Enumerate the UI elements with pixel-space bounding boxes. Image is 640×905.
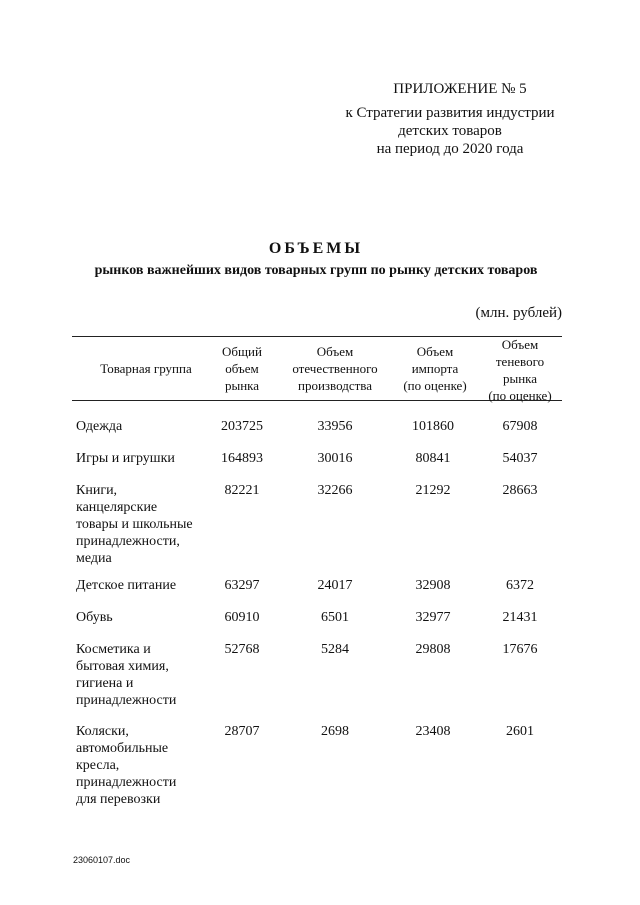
header-domestic-line: Объем [316,344,354,359]
cell-import: 101860 [412,419,454,434]
cell-import: 21292 [415,483,451,498]
row-name-line: принадлежности, [76,534,180,549]
appendix-title: ПРИЛОЖЕНИЕ № 5 [393,81,527,97]
row-name [76,609,226,626]
cell-total: 63297 [224,578,260,593]
cell-import: 32977 [415,610,451,625]
cell-import: 23408 [415,724,451,739]
row-name-line: Одежда [76,419,123,434]
header-domestic [280,343,390,394]
cell-domestic: 6501 [321,610,349,625]
header-import-line: (по оценке) [403,378,467,393]
row-name-line: принадлежности [76,775,177,790]
cell-total: 82221 [224,483,260,498]
row-name-line: гигиена и [76,676,134,691]
cell-import: 32908 [415,578,451,593]
header-total-line: рынка [224,378,260,393]
cell-import: 29808 [415,642,451,657]
row-name [76,723,226,808]
cell-shadow: 17676 [502,642,538,657]
row-name-line: Коляски, [76,724,129,739]
row-name [76,577,226,594]
row-name-line: Обувь [76,610,113,625]
header-shadow-line: теневого [495,354,545,369]
row-name-line: медиа [76,551,112,566]
appendix-line-strategy: к Стратегии развития индустрии [345,105,555,121]
header-domestic-line: отечественного [292,361,378,376]
row-name-line: Косметика и [76,642,151,657]
cell-domestic: 2698 [321,724,349,739]
header-shadow-line: рынка [502,371,538,386]
header-import-line: импорта [411,361,459,376]
header-shadow-line: Объем [501,337,539,352]
header-total-line: объем [225,361,259,376]
cell-total: 60910 [224,610,260,625]
document-subtitle: рынков важнейших видов товарных групп по рынку детских товаров [94,263,538,278]
row-name-line: Детское питание [76,578,177,593]
row-name-line: автомобильные [76,741,169,756]
header-shadow-line: (по оценке) [488,388,552,403]
header-total-line: Общий [222,344,262,359]
header-total [202,343,282,394]
cell-shadow: 54037 [502,451,538,466]
row-name [76,450,226,467]
row-name-line: Игры и игрушки [76,451,175,466]
cell-domestic: 24017 [317,578,353,593]
cell-shadow: 21431 [502,610,538,625]
cell-shadow: 2601 [506,724,534,739]
appendix-line-goods: детских товаров [398,123,502,139]
cell-domestic: 5284 [321,642,349,657]
cell-total: 203725 [221,419,263,434]
cell-shadow: 6372 [506,578,534,593]
row-name [76,418,226,435]
cell-import: 80841 [415,451,451,466]
header-import-line: Объем [416,344,454,359]
cell-domestic: 32266 [317,483,353,498]
cell-domestic: 33956 [317,419,353,434]
header-group: Товарная группа [100,361,192,376]
row-name-line: канцелярские [76,500,158,515]
row-name [76,641,226,709]
header-import [390,343,480,394]
cell-total: 52768 [224,642,260,657]
row-name-line: товары и школьные [76,517,193,532]
row-name-line: кресла, [76,758,120,773]
row-name-line: Книги, [76,483,118,498]
header-domestic-line: производства [297,378,373,393]
cell-shadow: 67908 [502,419,538,434]
cell-shadow: 28663 [502,483,538,498]
row-name-line: для перевозки [76,792,161,807]
cell-total: 164893 [221,451,263,466]
row-name-line: бытовая химия, [76,659,169,674]
header-shadow [475,336,565,404]
row-name [76,482,226,567]
appendix-line-period: на период до 2020 года [376,141,524,157]
cell-domestic: 30016 [317,451,353,466]
units-label: (млн. рублей) [475,305,562,321]
row-name-line: принадлежности [76,693,177,708]
document-title: ОБЪЕМЫ [268,240,364,257]
file-name-footer: 23060107.doc [73,855,131,865]
cell-total: 28707 [224,724,260,739]
